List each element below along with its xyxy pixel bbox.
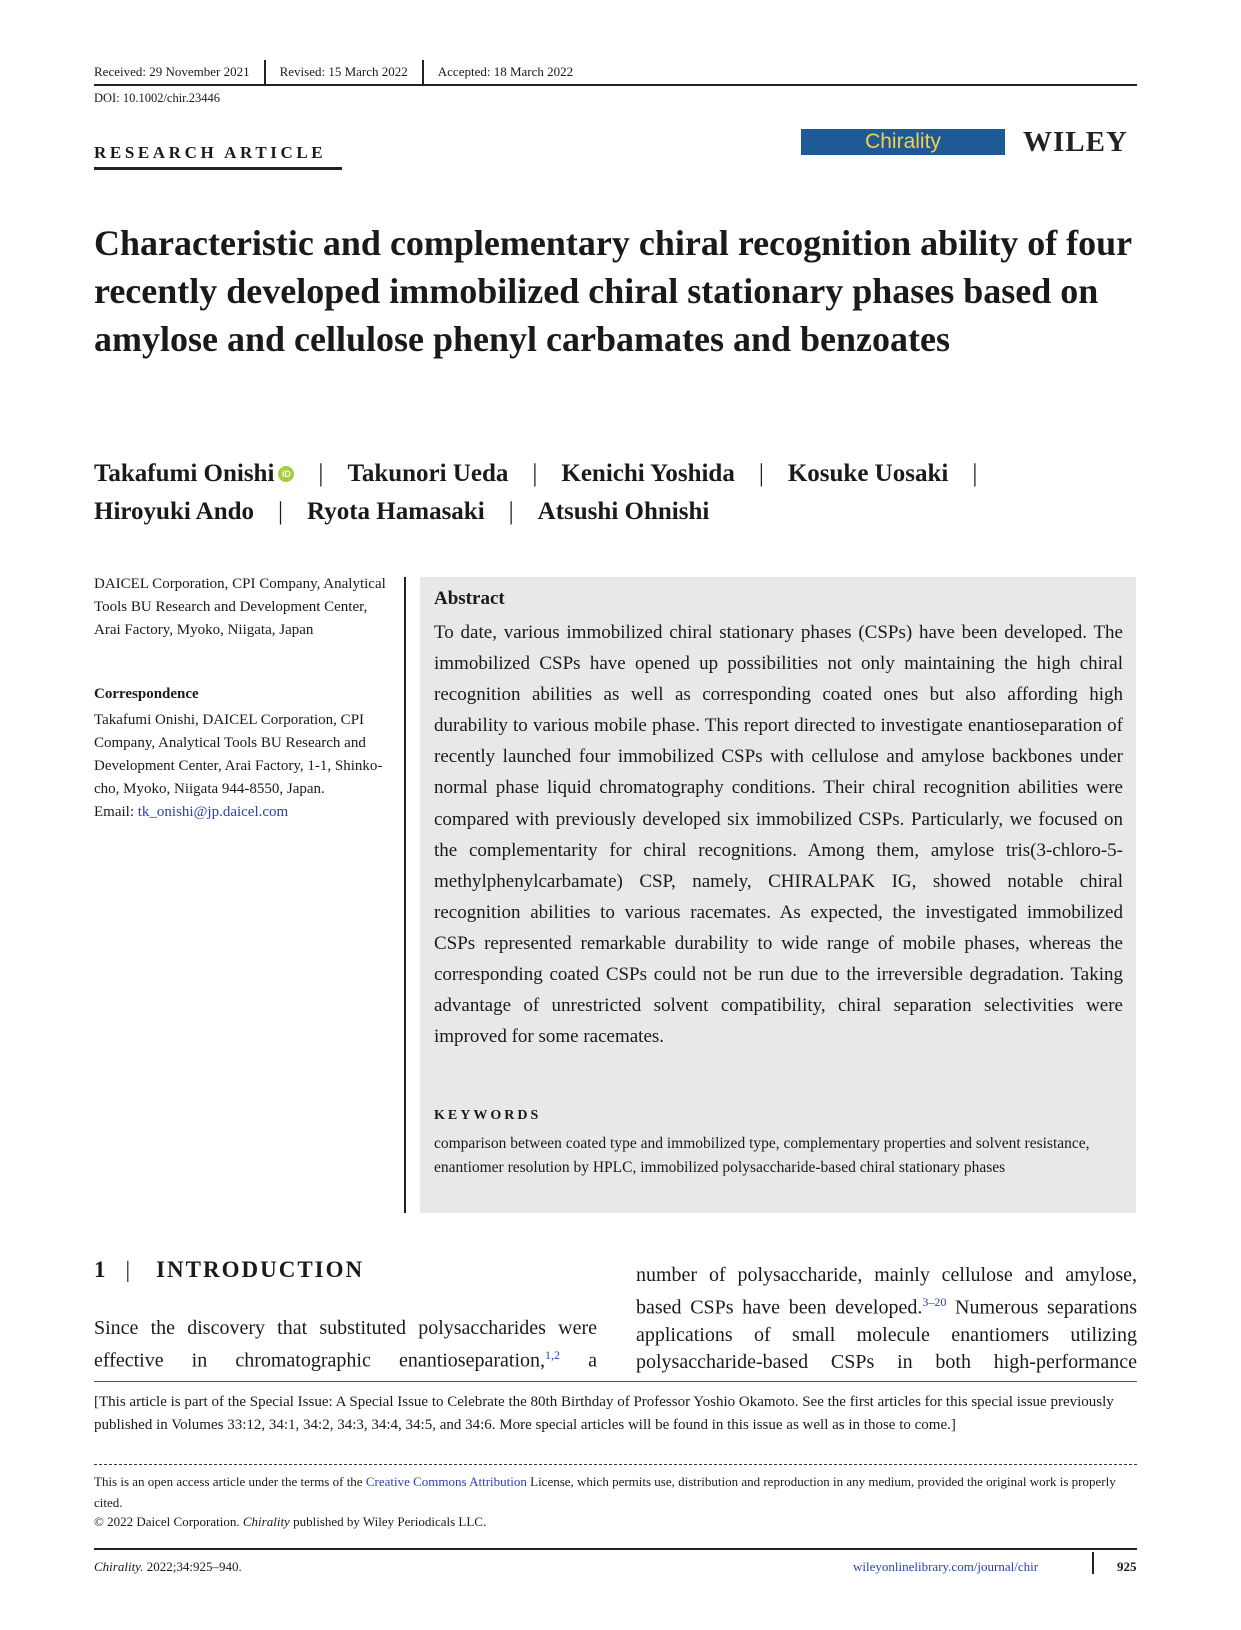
header-rule xyxy=(94,84,1137,86)
abstract-heading: Abstract xyxy=(434,588,505,609)
author[interactable]: Takunori Ueda xyxy=(347,460,509,487)
body-column-right xyxy=(636,1262,1137,1376)
license-link[interactable]: Creative Commons Attribution xyxy=(365,1474,527,1489)
license-note xyxy=(94,1472,1137,1513)
divider xyxy=(422,60,424,84)
author[interactable]: Hiroyuki Ando xyxy=(94,498,255,525)
copyright-text: © 2022 Daicel Corporation. xyxy=(94,1514,243,1529)
journal-logo: Chirality xyxy=(801,129,1005,155)
keywords-text: comparison between coated type and immobilized type, complementary properties and solvent resistance, enantiomer resolution by HPLC, immobilized polysaccharide-based chiral stationary phases xyxy=(434,1135,1090,1176)
section-title: INTRODUCTION xyxy=(156,1257,365,1282)
accepted-date: Accepted: 18 March 2022 xyxy=(437,64,574,79)
citation-ref[interactable]: 3–20 xyxy=(922,1295,947,1309)
footnote-rule xyxy=(94,1381,1137,1382)
author[interactable]: Kosuke Uosaki xyxy=(787,460,949,487)
page-number: 925 xyxy=(1117,1559,1137,1574)
license-text: This is an open access article under the terms of the xyxy=(94,1474,366,1489)
affiliation: DAICEL Corporation, CPI Company, Analytical Tools BU Research and Development Center, Arai Factory, Myoko, Niigata, Japan xyxy=(94,576,386,638)
section-heading: 1 | INTRODUCTION xyxy=(94,1257,365,1282)
copyright-text: published by Wiley Periodicals LLC. xyxy=(289,1514,487,1529)
keywords-heading: KEYWORDS xyxy=(434,1108,542,1123)
correspondence-address: Takafumi Onishi, DAICEL Corporation, CPI Company, Analytical Tools BU Research and Development Center, Arai Factory, 1-1, Shinko-cho, Myoko, Niigata 944-8550, Japan. xyxy=(94,712,383,797)
footer-divider xyxy=(1092,1552,1094,1574)
received-date: Received: 29 November 2021 xyxy=(94,64,250,79)
footer-journal: Chirality. xyxy=(94,1559,144,1574)
publisher-logo: WILEY xyxy=(1023,126,1128,158)
body-text: a xyxy=(560,1349,597,1372)
body-text: Numerous separations applications of small molecule enantiomers utilizing polysaccharide-based CSPs in both high-performance xyxy=(636,1296,1137,1373)
correspondence-heading: Correspondence xyxy=(94,686,199,702)
dashed-divider xyxy=(94,1464,1137,1465)
author[interactable]: Ryota Hamasaki xyxy=(307,498,485,525)
footer-volume: 2022;34:925–940. xyxy=(143,1559,242,1574)
copyright xyxy=(94,1514,486,1530)
article-type-underline xyxy=(94,167,342,170)
article-type: RESEARCH ARTICLE xyxy=(94,143,327,162)
footer-url[interactable]: wileyonlinelibrary.com/journal/chir xyxy=(853,1559,1039,1574)
correspondence xyxy=(94,709,394,824)
section-number: 1 xyxy=(94,1257,108,1282)
abstract-text: To date, various immobilized chiral stationary phases (CSPs) have been developed. The immobilized CSPs have opened up possibilities not only maintaining the high chiral recognition abilities as well as corresponding coated ones but also affording high durability to various mobile phase. This report directed to investigate enantioseparation of recently launched four immobilized CSPs with cellulose and amylose backbones under normal phase liquid chromatography conditions. Their chiral recognition abilities were compared with previously developed six immobilized CSPs. Particularly, we focused on the complementarity for chiral recognitions. Among them, amylose tris(3-chloro-5-methylphenylcarbamate) CSP, namely, CHIRALPAK IG, showed notable chiral recognition abilities to various racemates. As expected, the investigated immobilized CSPs represented remarkable durability to wide range of mobile phases, whereas the corresponding coated CSPs could not be run due to the irreversible degradation. Taking advantage of unrestricted solvent compatibility, chiral separation selectivities were improved for some racemates. xyxy=(434,622,1123,1048)
special-issue-note: [This article is part of the Special Issue: A Special Issue to Celebrate the 80th Birthday of Professor Yoshio Okamoto. See the first articles for this special issue previously published in Volumes 33:12, 34:1, 34:2, 34:3, 34:4, 34:5, and 34:6. More special articles will be found in this issue as well as in those to come.] xyxy=(94,1394,1114,1433)
author[interactable]: Takafumi Onishi xyxy=(94,460,275,487)
orcid-icon[interactable]: iD xyxy=(278,466,294,482)
abstract-divider xyxy=(404,577,406,1213)
license-text: License, which permits use, distribution and reproduction in any medium, provided the original work is properly cited. xyxy=(94,1474,1116,1510)
author[interactable]: Kenichi Yoshida xyxy=(561,460,735,487)
author[interactable]: Atsushi Ohnishi xyxy=(537,498,710,525)
email-label: Email: xyxy=(94,804,138,820)
divider xyxy=(264,60,266,84)
body-text: number of polysaccharide, mainly cellulose and amylose, based CSPs have been developed. xyxy=(636,1264,1137,1319)
publication-dates xyxy=(94,60,1136,84)
copyright-journal: Chirality xyxy=(242,1514,290,1529)
article-title: Characteristic and complementary chiral recognition ability of four recently developed immobilized chiral stationary phases based on amylose and cellulose phenyl carbamates and benzoates xyxy=(94,223,1132,359)
doi[interactable]: DOI: 10.1002/chir.23446 xyxy=(94,91,221,105)
email-link[interactable]: tk_onishi@jp.daicel.com xyxy=(137,804,289,820)
citation-ref[interactable]: 1,2 xyxy=(545,1348,560,1362)
author-list: Takafumi Onishi iD | Takunori Ueda | Kenichi Yoshida | Kosuke Uosaki | Hiroyuki Ando | Ryota Hamasaki | Atsushi Ohnishi xyxy=(94,460,978,525)
footer-rule xyxy=(94,1548,1137,1550)
body-column-left xyxy=(94,1315,597,1375)
footer-citation xyxy=(94,1559,242,1575)
revised-date: Revised: 15 March 2022 xyxy=(279,64,408,79)
body-text: Since the discovery that substituted polysaccharides were effective in chromatographic enantioseparation, xyxy=(94,1317,597,1372)
